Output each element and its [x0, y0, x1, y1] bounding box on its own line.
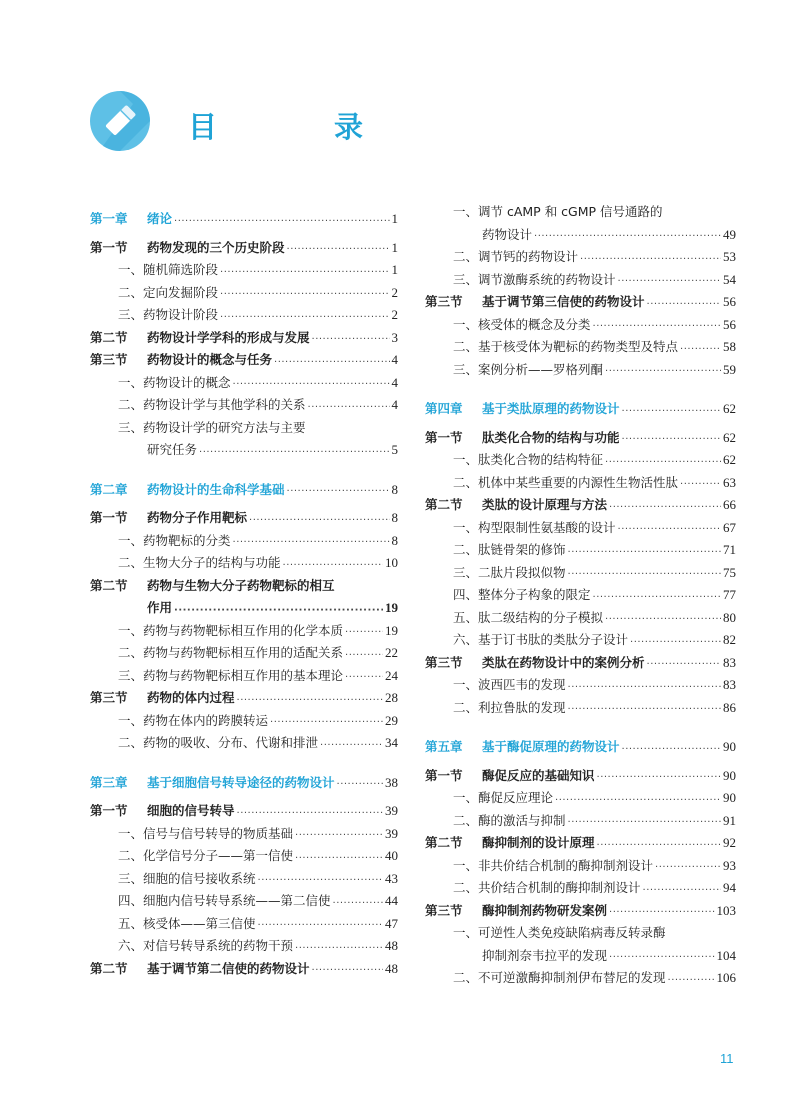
toc-entry-section — [90, 575, 398, 598]
leader-dots — [568, 814, 721, 832]
leader-dots — [680, 341, 721, 359]
toc-entry-title: 三、药物设计学的研究方法与主要 — [118, 419, 306, 435]
toc-entry-item — [425, 967, 736, 990]
toc-entry-page: 104 — [716, 947, 736, 963]
leader-dots — [295, 850, 383, 868]
toc-entry-page: 94 — [723, 880, 736, 895]
toc-entry-page: 91 — [723, 812, 736, 828]
toc-entry-page: 39 — [385, 825, 398, 841]
toc-entry-page: 49 — [723, 226, 736, 242]
toc-entry-title: 二、基于核受体为靶标的药物类型及特点 — [453, 339, 679, 354]
toc-entry-item — [90, 642, 398, 665]
toc-entry-page: 40 — [385, 848, 398, 863]
toc-entry-title: 二、生物大分子的结构与功能 — [118, 555, 281, 570]
leader-dots — [308, 399, 390, 417]
toc-entry-title: 抑制剂奈韦拉平的发现 — [482, 947, 608, 963]
toc-entry-page: 2 — [391, 284, 398, 300]
toc-entry-item — [425, 922, 736, 945]
toc-entry-item — [90, 417, 398, 440]
leader-dots — [237, 805, 383, 823]
leader-dots — [618, 521, 721, 539]
toc-entry-number: 第二节 — [425, 835, 463, 850]
toc-entry-item — [425, 314, 736, 337]
toc-entry-page: 43 — [385, 870, 398, 886]
toc-entry-section — [425, 427, 736, 450]
toc-entry-page: 1 — [391, 262, 398, 277]
toc-entry-section — [425, 900, 736, 923]
leader-dots — [655, 859, 721, 877]
toc-entry-title: 三、药物与药物靶标相互作用的基本理论 — [118, 667, 344, 683]
toc-entry-title: 一、波西匹韦的发现 — [453, 677, 566, 692]
toc-entry-title: 一、酶促反应理论 — [453, 790, 554, 805]
leader-dots — [237, 692, 383, 710]
toc-entry-page: 3 — [391, 329, 398, 345]
toc-entry-title: 一、信号与信号转导的物质基础 — [118, 825, 294, 841]
toc-entry-cont — [90, 597, 398, 620]
toc-entry-item — [90, 372, 398, 395]
leader-dots — [345, 669, 383, 687]
toc-entry-chapter — [425, 398, 736, 421]
toc-entry-title: 类肽在药物设计中的案例分析 — [482, 654, 645, 670]
toc-entry-title: 药物与生物大分子药物靶标的相互 — [147, 577, 335, 593]
page-number: 11 — [720, 1051, 734, 1066]
toc-entry-page: 8 — [391, 532, 398, 548]
toc-entry-page: 106 — [716, 970, 736, 985]
toc-entry-page: 22 — [385, 645, 398, 660]
leader-dots — [597, 769, 721, 787]
toc-entry-title: 二、调节钙的药物设计 — [453, 249, 579, 264]
toc-entry-page: 29 — [385, 712, 398, 728]
toc-entry-item — [425, 674, 736, 697]
toc-entry-item — [90, 890, 398, 913]
toc-entry-page: 58 — [723, 339, 736, 354]
toc-entry-title: 一、随机筛选阶段 — [118, 262, 219, 277]
toc-entry-number: 第二节 — [425, 497, 463, 512]
toc-entry-page: 19 — [385, 622, 398, 638]
toc-entry-number: 第一节 — [425, 429, 463, 445]
toc-entry-item — [425, 449, 736, 472]
toc-entry-item — [90, 282, 398, 305]
toc-entry-page: 90 — [723, 739, 736, 754]
toc-entry-title: 六、对信号转导系统的药物干预 — [118, 938, 294, 953]
leader-dots — [609, 499, 721, 517]
toc-entry-page: 80 — [723, 609, 736, 625]
toc-entry-page: 83 — [723, 677, 736, 692]
toc-entry-title: 一、构型限制性氨基酸的设计 — [453, 519, 616, 535]
toc-entry-item — [425, 246, 736, 269]
toc-entry-item — [425, 810, 736, 833]
toc-entry-title: 一、肽类化合物的结构特征 — [453, 452, 604, 467]
toc-entry-page: 62 — [723, 452, 736, 467]
toc-entry-item — [90, 913, 398, 936]
toc-entry-cont — [425, 224, 736, 247]
leader-dots — [597, 837, 721, 855]
toc-entry-item — [90, 259, 398, 282]
toc-entry-title: 药物分子作用靶标 — [147, 510, 248, 525]
toc-entry-number: 第二章 — [90, 481, 128, 497]
toc-entry-page: 4 — [391, 352, 398, 367]
toc-entry-title: 基于调节第三信使的药物设计 — [482, 294, 645, 309]
leader-dots — [593, 318, 721, 336]
toc-entry-item — [425, 562, 736, 585]
toc-entry-title: 药物设计学学科的形成与发展 — [147, 329, 310, 345]
toc-entry-page: 19 — [385, 600, 398, 615]
toc-entry-item — [425, 201, 736, 224]
leader-dots — [647, 296, 721, 314]
toc-entry-title: 药物发现的三个历史阶段 — [147, 239, 285, 255]
toc-entry-item — [425, 787, 736, 810]
leader-dots — [622, 741, 721, 759]
leader-dots — [287, 483, 390, 501]
toc-entry-title: 六、基于订书肽的类肽分子设计 — [453, 632, 629, 647]
leader-dots — [622, 431, 721, 449]
toc-entry-page: 56 — [723, 316, 736, 332]
toc-entry-title: 二、药物与药物靶标相互作用的适配关系 — [118, 645, 344, 660]
toc-entry-page: 63 — [723, 474, 736, 490]
leader-dots — [220, 264, 389, 282]
toc-entry-page: 10 — [385, 555, 398, 570]
toc-entry-item — [90, 304, 398, 327]
leader-dots — [534, 228, 721, 246]
leader-dots — [618, 273, 721, 291]
toc-entry-title: 药物设计的概念与任务 — [147, 352, 273, 367]
toc-right-column — [425, 201, 736, 990]
toc-entry-number: 第一节 — [90, 239, 128, 255]
toc-entry-title: 三、细胞的信号接收系统 — [118, 870, 256, 886]
toc-entry-title: 二、肽链骨架的修饰 — [453, 542, 566, 557]
toc-entry-page: 4 — [391, 374, 398, 390]
leader-dots — [287, 241, 390, 259]
toc-entry-page: 4 — [391, 397, 398, 412]
toc-entry-title: 一、药物与药物靶标相互作用的化学本质 — [118, 622, 344, 638]
toc-entry-title: 三、药物设计阶段 — [118, 307, 219, 322]
leader-dots — [568, 566, 721, 584]
leader-dots — [605, 611, 721, 629]
leader-dots — [668, 972, 715, 990]
pencil-eraser-icon — [89, 90, 151, 152]
leader-dots — [312, 962, 383, 980]
toc-entry-item — [425, 359, 736, 382]
toc-entry-title: 二、药物的吸收、分布、代谢和排泄 — [118, 735, 319, 750]
toc-entry-page: 53 — [723, 249, 736, 264]
toc-entry-number: 第三节 — [425, 654, 463, 670]
toc-entry-title: 药物设计 — [482, 226, 533, 242]
toc-entry-title: 基于细胞信号转导途径的药物设计 — [147, 774, 335, 790]
toc-entry-title: 三、调节激酶系统的药物设计 — [453, 271, 616, 287]
toc-entry-number: 第二节 — [90, 960, 128, 976]
leader-dots — [345, 647, 383, 665]
leader-dots — [220, 286, 389, 304]
leader-dots — [337, 776, 383, 794]
toc-entry-number: 第一节 — [90, 803, 128, 818]
toc-entry-title: 四、细胞内信号转导系统——第二信使 — [118, 893, 331, 908]
leader-dots — [605, 363, 721, 381]
toc-entry-number: 第三节 — [425, 294, 463, 309]
toc-entry-page: 90 — [723, 790, 736, 805]
toc-entry-page: 59 — [723, 361, 736, 377]
toc-entry-number: 第一章 — [90, 211, 128, 226]
toc-entry-page: 2 — [391, 307, 398, 322]
toc-entry-chapter — [90, 772, 398, 795]
leader-dots — [580, 251, 721, 269]
toc-entry-section — [90, 349, 398, 372]
toc-entry-page: 48 — [385, 960, 398, 976]
toc-entry-number: 第一节 — [425, 767, 463, 783]
leader-dots — [233, 376, 390, 394]
leader-dots — [630, 634, 721, 652]
toc-entry-title: 基于类肽原理的药物设计 — [482, 401, 620, 416]
toc-entry-section — [425, 494, 736, 517]
toc-entry-page: 5 — [391, 442, 398, 457]
toc-entry-page: 48 — [385, 938, 398, 953]
toc-entry-number: 第三节 — [425, 902, 463, 918]
toc-entry-title: 二、化学信号分子——第一信使 — [118, 848, 294, 863]
leader-dots — [249, 512, 389, 530]
toc-entry-item — [90, 665, 398, 688]
toc-entry-section — [90, 327, 398, 350]
toc-entry-section — [425, 291, 736, 314]
toc-entry-title: 五、核受体——第三信使 — [118, 915, 256, 931]
toc-entry-page: 56 — [723, 294, 736, 309]
leader-dots — [345, 624, 383, 642]
toc-entry-number: 第二节 — [90, 577, 128, 593]
toc-entry-page: 90 — [723, 767, 736, 783]
toc-entry-item — [90, 823, 398, 846]
toc-entry-title: 基于酶促原理的药物设计 — [482, 739, 620, 754]
toc-entry-title: 一、调节 cAMP 和 cGMP 信号通路的 — [453, 204, 663, 219]
leader-dots — [283, 557, 383, 575]
toc-entry-title: 三、二肽片段拟似物 — [453, 564, 566, 580]
leader-dots — [643, 882, 721, 900]
leader-dots — [568, 544, 721, 562]
toc-entry-page: 54 — [723, 271, 736, 287]
toc-entry-page: 1 — [391, 239, 398, 255]
leader-dots — [609, 949, 714, 967]
toc-entry-item — [425, 629, 736, 652]
leader-dots — [568, 701, 721, 719]
toc-entry-page: 82 — [723, 632, 736, 647]
toc-entry-page: 62 — [723, 429, 736, 445]
toc-entry-title: 一、药物设计的概念 — [118, 374, 231, 390]
leader-dots — [555, 792, 721, 810]
toc-entry-number: 第四章 — [425, 401, 463, 416]
leader-dots — [258, 872, 383, 890]
toc-entry-item — [425, 877, 736, 900]
toc-entry-item — [425, 607, 736, 630]
toc-entry-item — [90, 394, 398, 417]
toc-entry-item — [425, 336, 736, 359]
leader-dots — [593, 589, 721, 607]
toc-entry-title: 一、核受体的概念及分类 — [453, 316, 591, 332]
toc-entry-title: 基于调节第二信使的药物设计 — [147, 960, 310, 976]
toc-entry-page: 47 — [385, 915, 398, 931]
leader-dots — [622, 403, 721, 421]
leader-dots — [233, 534, 390, 552]
leader-dots — [320, 737, 383, 755]
toc-entry-title: 三、案例分析——罗格列酮 — [453, 361, 604, 377]
toc-entry-title: 细胞的信号转导 — [147, 803, 235, 818]
toc-entry-title: 二、利拉鲁肽的发现 — [453, 699, 566, 715]
toc-entry-chapter — [425, 736, 736, 759]
leader-dots — [609, 904, 714, 922]
leader-dots — [680, 476, 721, 494]
toc-entry-title: 酶促反应的基础知识 — [482, 767, 595, 783]
toc-entry-page: 77 — [723, 587, 736, 602]
toc-entry-page: 92 — [723, 835, 736, 850]
toc-entry-item — [425, 584, 736, 607]
toc-entry-page: 39 — [385, 803, 398, 818]
toc-entry-item — [90, 552, 398, 575]
toc-entry-title: 四、整体分子构象的限定 — [453, 587, 591, 602]
toc-entry-title: 二、机体中某些重要的内源性生物活性肽 — [453, 474, 679, 490]
leader-dots — [174, 602, 383, 620]
toc-entry-page: 103 — [716, 902, 736, 918]
toc-entry-section — [90, 687, 398, 710]
toc-entry-page: 28 — [385, 690, 398, 705]
toc-entry-item — [425, 855, 736, 878]
toc-entry-number: 第一节 — [90, 510, 128, 525]
toc-entry-page: 8 — [391, 481, 398, 497]
toc-entry-item — [90, 732, 398, 755]
toc-entry-title: 一、药物靶标的分类 — [118, 532, 231, 548]
toc-entry-page: 86 — [723, 699, 736, 715]
toc-entry-page: 1 — [391, 211, 398, 226]
leader-dots — [274, 354, 389, 372]
toc-entry-page: 38 — [385, 774, 398, 790]
toc-entry-section — [90, 507, 398, 530]
toc-entry-section — [425, 832, 736, 855]
toc-entry-title: 二、定向发掘阶段 — [118, 284, 219, 300]
leader-dots — [333, 895, 383, 913]
toc-entry-title: 一、可逆性人类免疫缺陷病毒反转录酶 — [453, 925, 666, 940]
toc-entry-title: 一、非共价结合机制的酶抑制剂设计 — [453, 857, 654, 873]
toc-entry-page: 34 — [385, 735, 398, 750]
toc-entry-page: 66 — [723, 497, 736, 512]
toc-entry-title: 绪论 — [147, 211, 173, 226]
toc-entry-section — [90, 800, 398, 823]
toc-entry-page: 62 — [723, 401, 736, 416]
toc-entry-item — [90, 845, 398, 868]
toc-entry-title: 二、酶的激活与抑制 — [453, 812, 566, 828]
leader-dots — [647, 656, 721, 674]
toc-entry-item — [425, 539, 736, 562]
toc-entry-section — [425, 652, 736, 675]
toc-entry-page: 67 — [723, 519, 736, 535]
leader-dots — [199, 444, 389, 462]
toc-entry-item — [425, 517, 736, 540]
toc-entry-section — [90, 958, 398, 981]
toc-entry-item — [90, 530, 398, 553]
toc-entry-item — [425, 697, 736, 720]
toc-entry-page: 83 — [723, 654, 736, 670]
toc-entry-title: 肽类化合物的结构与功能 — [482, 429, 620, 445]
leader-dots — [312, 331, 390, 349]
toc-entry-chapter — [90, 479, 398, 502]
toc-entry-number: 第三节 — [90, 690, 128, 705]
toc-entry-page: 75 — [723, 564, 736, 580]
leader-dots — [295, 940, 383, 958]
toc-entry-section — [90, 237, 398, 260]
toc-entry-title: 类肽的设计原理与方法 — [482, 497, 608, 512]
toc-entry-page: 24 — [385, 667, 398, 683]
toc-entry-title: 二、药物设计学与其他学科的关系 — [118, 397, 306, 412]
toc-left-column — [90, 208, 398, 980]
toc-entry-number: 第五章 — [425, 739, 463, 754]
toc-entry-number: 第三节 — [90, 352, 128, 367]
toc-entry-title: 酶抑制剂药物研发案例 — [482, 902, 608, 918]
toc-entry-title: 酶抑制剂的设计原理 — [482, 835, 595, 850]
toc-entry-chapter — [90, 208, 398, 231]
toc-entry-title: 二、共价结合机制的酶抑制剂设计 — [453, 880, 641, 895]
toc-entry-item — [90, 935, 398, 958]
toc-entry-title: 五、肽二级结构的分子模拟 — [453, 609, 604, 625]
leader-dots — [270, 714, 383, 732]
toc-entry-title: 药物设计的生命科学基础 — [147, 481, 285, 497]
toc-entry-number: 第二节 — [90, 329, 128, 345]
leader-dots — [295, 827, 383, 845]
toc-entry-page: 44 — [385, 893, 398, 908]
toc-entry-item — [425, 472, 736, 495]
toc-entry-cont — [90, 439, 398, 462]
toc-entry-title: 研究任务 — [147, 442, 198, 457]
toc-entry-page: 8 — [391, 510, 398, 525]
leader-dots — [568, 679, 721, 697]
leader-dots — [605, 454, 721, 472]
leader-dots — [174, 213, 389, 231]
toc-entry-title: 药物的体内过程 — [147, 690, 235, 705]
toc-entry-title: 一、药物在体内的跨膜转运 — [118, 712, 269, 728]
toc-entry-number: 第三章 — [90, 774, 128, 790]
toc-entry-title: 二、不可逆激酶抑制剂伊布替尼的发现 — [453, 970, 666, 985]
toc-entry-page: 93 — [723, 857, 736, 873]
toc-entry-section — [425, 765, 736, 788]
toc-entry-item — [90, 620, 398, 643]
toc-entry-item — [425, 269, 736, 292]
toc-entry-item — [90, 868, 398, 891]
page-title: 目 录 — [188, 110, 408, 144]
toc-entry-title: 作用 — [147, 600, 173, 615]
toc-entry-item — [90, 710, 398, 733]
leader-dots — [258, 917, 383, 935]
leader-dots — [220, 309, 389, 327]
toc-entry-page: 71 — [723, 542, 736, 557]
toc-entry-cont — [425, 945, 736, 968]
